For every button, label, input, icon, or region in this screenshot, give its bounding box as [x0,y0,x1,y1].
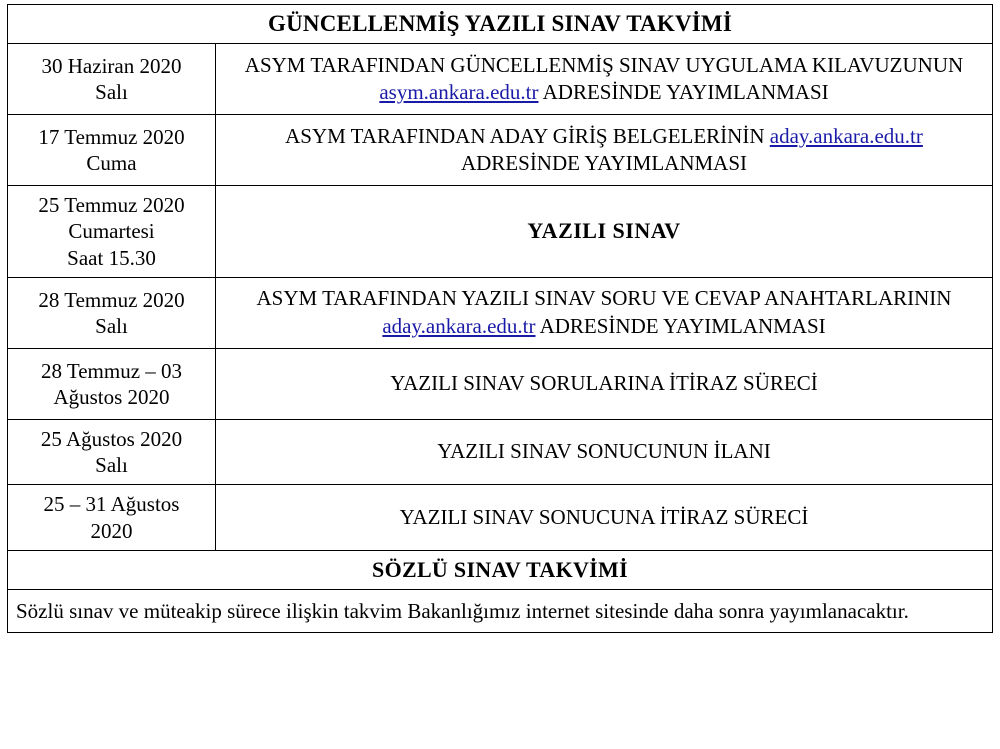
description-cell [216,348,993,419]
date-line: 25 – 31 Ağustos [43,492,180,517]
table-row [8,419,993,485]
date-cell [8,419,216,485]
date-line: 17 Temmuz 2020 [38,124,185,149]
date-line: Salı [95,80,128,104]
description-text: ASYM TARAFINDAN ADAY GİRİŞ BELGELERİNİN [285,123,770,148]
table-row [8,186,993,278]
date-line: 28 Temmuz 2020 [38,287,185,312]
aday-link[interactable]: aday.ankara.edu.tr [769,123,923,148]
description-text: ASYM TARAFINDAN YAZILI SINAV SORU VE CEVAP ANAHTARLARININ [256,286,952,311]
date-line: Salı [95,453,128,477]
description-cell [216,115,993,186]
date-line: 30 Haziran 2020 [41,53,182,78]
asym-link[interactable]: asym.ankara.edu.tr [379,80,539,104]
description-text: ASYM TARAFINDAN GÜNCELLENMİŞ SINAV UYGULAMA KILAVUZUNUN [244,52,964,77]
page-title: GÜNCELLENMİŞ YAZILI SINAV TAKVİMİ [8,5,993,44]
aday-link[interactable]: aday.ankara.edu.tr [382,313,536,338]
section-title: SÖZLÜ SINAV TAKVİMİ [8,550,993,589]
exam-schedule-table [7,4,993,633]
table-row-section-title [8,550,993,589]
table-row-title [8,5,993,44]
date-line: 28 Temmuz – 03 [40,358,183,383]
description-cell [216,44,993,115]
description-text: YAZILI SINAV SONUCUNA İTİRAZ SÜRECİ [399,504,809,529]
date-line: Saat 15.30 [67,245,156,270]
date-cell [8,348,216,419]
description-text: ADRESİNDE YAYIMLANMASI [538,80,829,104]
date-line: 25 Temmuz 2020 [38,193,185,217]
date-line: 2020 [90,518,133,543]
date-cell [8,44,216,115]
description-cell [216,485,993,551]
table-row [8,485,993,551]
table-row-note [8,589,993,632]
date-cell [8,485,216,551]
date-line: Cuma [86,151,137,175]
description-text: ADRESİNDE YAYIMLANMASI [460,151,748,175]
description-text: YAZILI SINAV [527,218,681,244]
description-cell [216,186,993,278]
date-cell [8,277,216,348]
note-text: Sözlü sınav ve müteakip sürece ilişkin takvim Bakanlığımız internet sitesinde daha sonra yayımlanacaktır. [8,589,993,632]
date-cell [8,186,216,278]
date-cell [8,115,216,186]
description-text: ADRESİNDE YAYIMLANMASI [535,313,826,338]
date-line: 25 Ağustos 2020 [40,426,183,451]
description-cell [216,277,993,348]
table-row [8,348,993,419]
date-line: Ağustos 2020 [53,384,170,409]
table-row [8,44,993,115]
table-row [8,115,993,186]
table-row [8,277,993,348]
date-line: Salı [95,313,128,338]
description-cell [216,419,993,485]
description-text: YAZILI SINAV SONUCUNUN İLANI [437,439,771,464]
date-line: Cumartesi [68,219,155,244]
description-text: YAZILI SINAV SORULARINA İTİRAZ SÜRECİ [390,371,818,396]
